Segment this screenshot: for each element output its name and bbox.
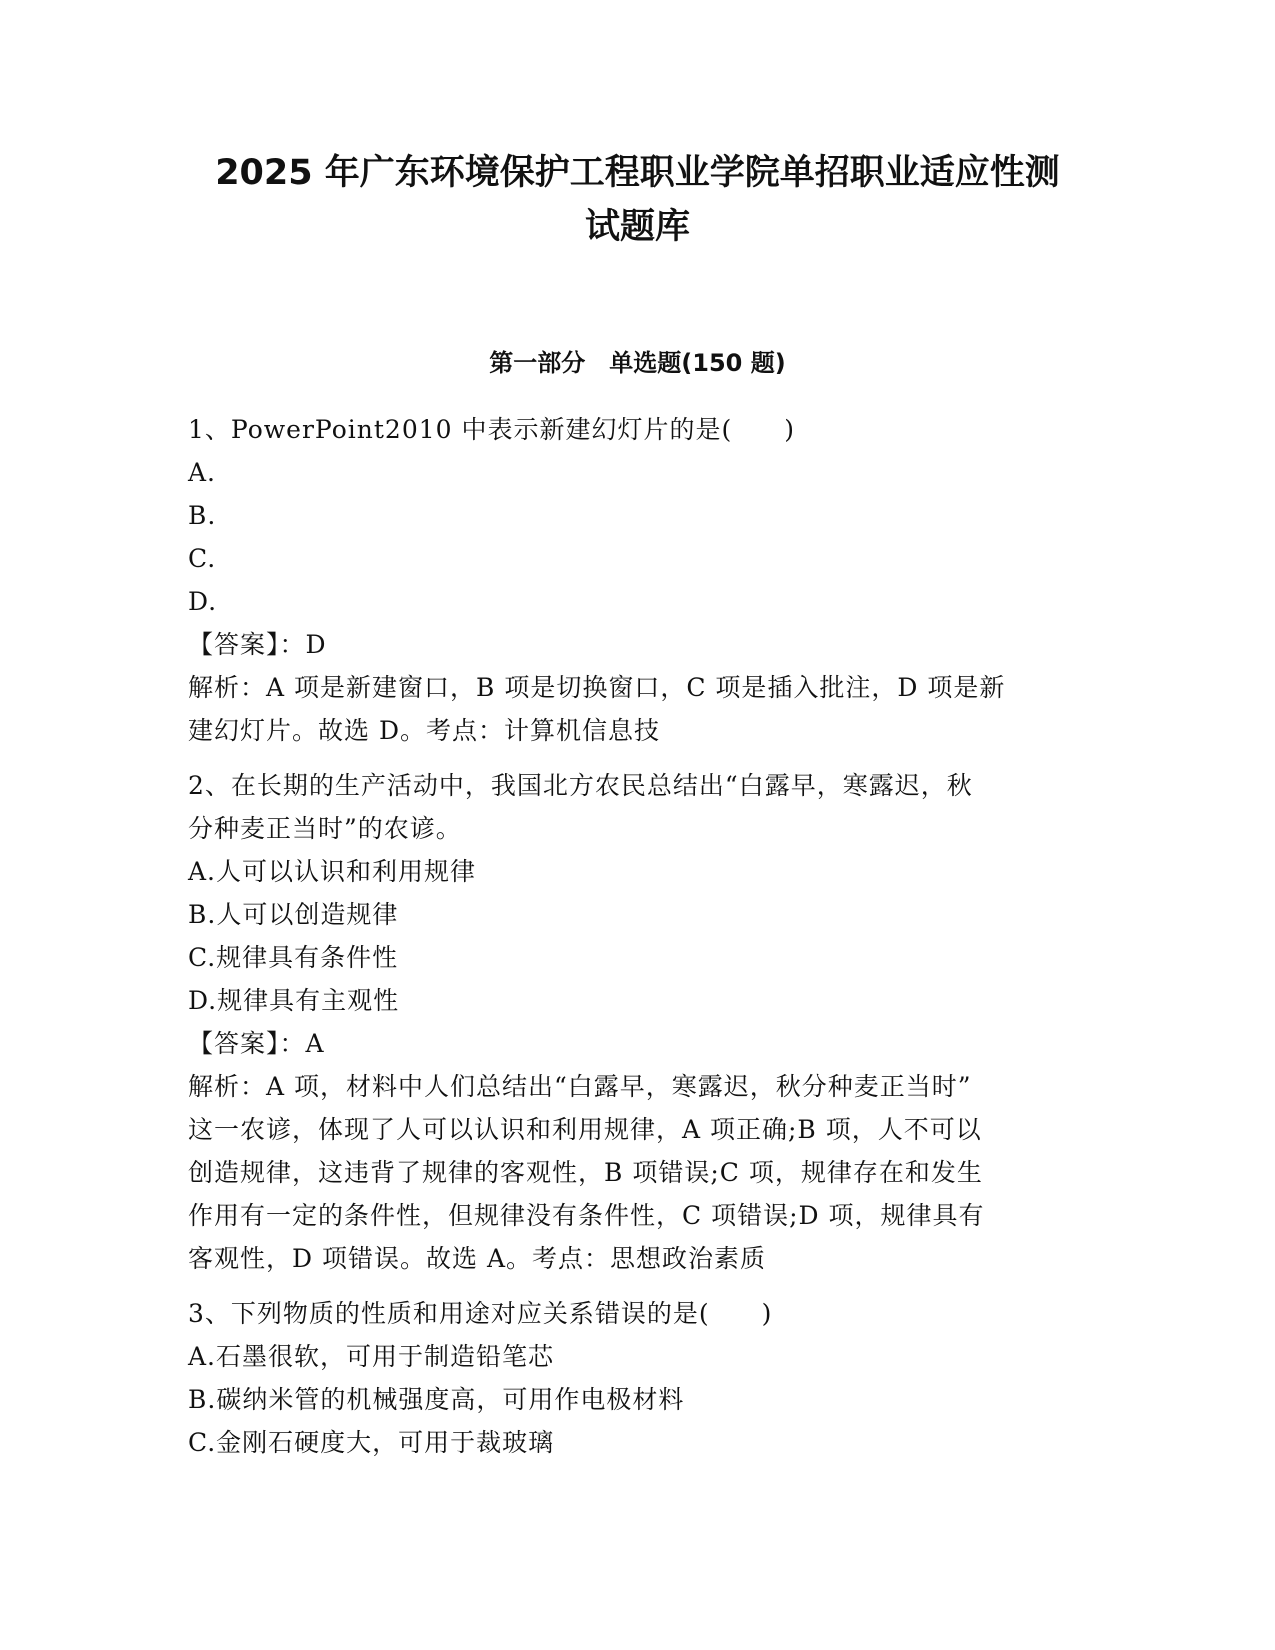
section-heading: 第一部分 单选题(150 题) xyxy=(489,349,786,377)
question-3-stem: 3、下列物质的性质和用途对应关系错误的是( ) xyxy=(188,1299,773,1328)
question-2-option-d: D.规律具有主观性 xyxy=(188,986,400,1015)
question-2-analysis-line-1: 解析：A 项，材料中人们总结出“白露早，寒露迟，秋分种麦正当时” xyxy=(188,1072,972,1101)
question-1 xyxy=(188,408,1088,752)
question-2-stem-line-1: 2、在长期的生产活动中，我国北方农民总结出“白露早，寒露迟，秋 xyxy=(188,771,973,800)
question-spacer xyxy=(188,1280,1088,1292)
question-1-option-a: A. xyxy=(188,458,217,487)
document-title xyxy=(150,146,1125,254)
question-2 xyxy=(188,764,1088,1280)
question-1-option-c: C. xyxy=(188,544,217,573)
question-2-stem-line-2: 分种麦正当时”的农谚。 xyxy=(188,814,462,843)
question-3 xyxy=(188,1292,1088,1464)
question-1-analysis-line-2: 建幻灯片。故选 D。考点：计算机信息技 xyxy=(188,716,660,745)
question-2-analysis-line-5: 客观性，D 项错误。故选 A。考点：思想政治素质 xyxy=(188,1244,766,1273)
question-1-answer: 【答案】：D xyxy=(188,630,327,659)
question-2-analysis-line-2: 这一农谚，体现了人可以认识和利用规律，A 项正确;B 项，人不可以 xyxy=(188,1115,982,1144)
question-3-option-b: B.碳纳米管的机械强度高，可用作电极材料 xyxy=(188,1385,685,1414)
question-1-analysis-line-1: 解析：A 项是新建窗口，B 项是切换窗口，C 项是插入批注，D 项是新 xyxy=(188,673,1006,702)
question-2-answer: 【答案】：A xyxy=(188,1029,325,1058)
document-title-line-2: 试题库 xyxy=(584,207,690,247)
question-1-option-d: D. xyxy=(188,587,218,616)
question-2-option-b: B.人可以创造规律 xyxy=(188,900,399,929)
question-3-option-c: C.金刚石硬度大，可用于裁玻璃 xyxy=(188,1428,555,1457)
document-title-line-1: 2025 年广东环境保护工程职业学院单招职业适应性测 xyxy=(215,153,1060,193)
question-2-analysis-line-4: 作用有一定的条件性，但规律没有条件性，C 项错误;D 项，规律具有 xyxy=(188,1201,985,1230)
question-2-option-c: C.规律具有条件性 xyxy=(188,943,399,972)
question-2-analysis-line-3: 创造规律，这违背了规律的客观性，B 项错误;C 项，规律存在和发生 xyxy=(188,1158,983,1187)
question-1-stem: 1、PowerPoint2010 中表示新建幻灯片的是( ) xyxy=(188,415,795,444)
question-spacer xyxy=(188,752,1088,764)
question-3-option-a: A.石墨很软，可用于制造铅笔芯 xyxy=(188,1342,555,1371)
question-1-option-b: B. xyxy=(188,501,217,530)
question-list xyxy=(188,408,1088,1464)
question-2-option-a: A.人可以认识和利用规律 xyxy=(188,857,477,886)
